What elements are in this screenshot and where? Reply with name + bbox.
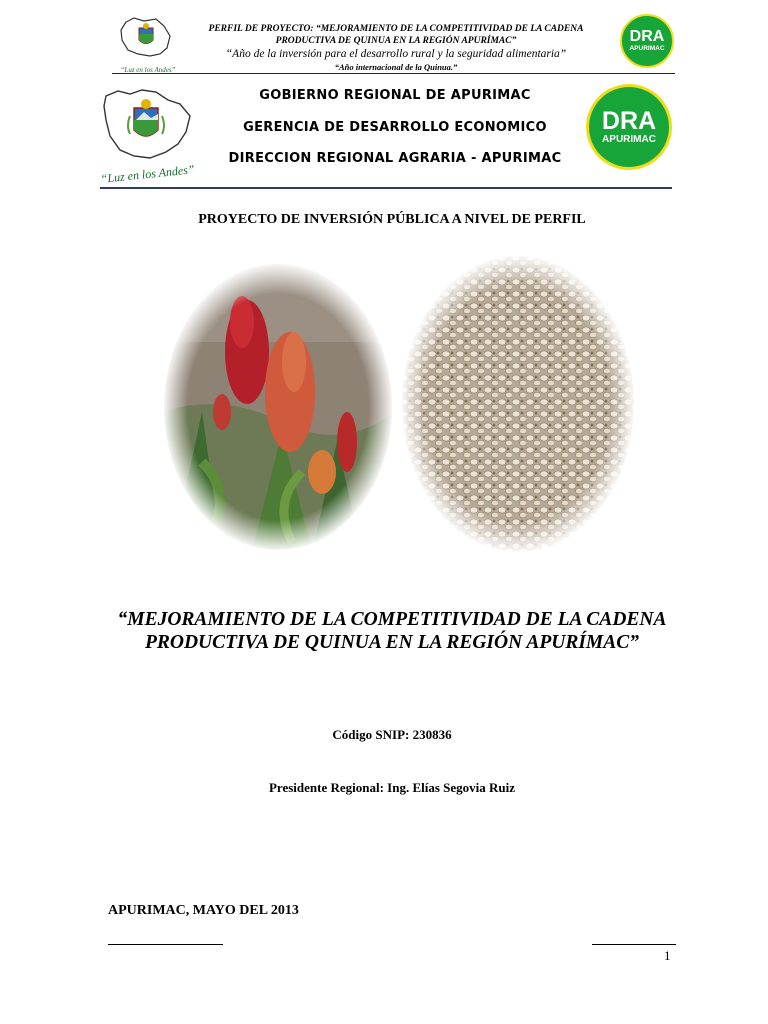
- institution-divider: [100, 187, 672, 189]
- regional-president: Presidente Regional: Ing. Elías Segovia Ruiz: [268, 780, 516, 795]
- project-type-heading: PROYECTO DE INVERSIÓN PÚBLICA A NIVEL DE PERFIL: [198, 212, 586, 227]
- header-quinoa-year: “Año internacional de la Quinua.”: [334, 62, 458, 72]
- dra-badge-text: DRA: [601, 107, 657, 135]
- project-title: “MEJORAMIENTO DE LA COMPETITIVIDAD DE LA CADENA PRODUCTIVA DE QUINUA EN LA REGIÓN APURÍMAC”: [117, 609, 667, 653]
- regional-map-logo: [96, 86, 208, 192]
- institution-government: GOBIERNO REGIONAL DE APURIMAC: [259, 88, 531, 103]
- quinoa-seeds-photo: [400, 254, 636, 554]
- header-divider: [112, 73, 675, 74]
- dra-badge-small-text: DRA: [629, 28, 665, 45]
- dra-badge: [586, 84, 672, 170]
- header-project-line2: PRODUCTIVA DE QUINUA EN LA REGIÓN APURÍMAC”: [275, 36, 517, 46]
- snip-code: Código SNIP: 230836: [332, 727, 452, 742]
- regional-map-logo-small: [112, 14, 184, 76]
- footer-rule-left: [108, 944, 223, 945]
- header-year-motto: “Año de la inversión para el desarrollo rural y la seguridad alimentaria”: [225, 48, 567, 60]
- dra-badge-small-subtext: APURIMAC: [629, 45, 665, 52]
- svg-text:“Luz en los Andes”: “Luz en los Andes”: [120, 66, 176, 74]
- dra-badge-subtext: APURIMAC: [602, 134, 656, 145]
- footer-rule-right: [592, 944, 676, 945]
- institution-management: GERENCIA DE DESARROLLO ECONOMICO: [243, 120, 547, 135]
- header-project-line1: PERFIL DE PROYECTO: “MEJORAMIENTO DE LA COMPETITIVIDAD DE LA CADENA: [208, 24, 584, 34]
- dra-badge-small: [620, 14, 674, 68]
- quinoa-plant-photo: [162, 262, 394, 552]
- svg-text:“Luz en los Andes”: “Luz en los Andes”: [100, 162, 196, 186]
- place-and-date: APURIMAC, MAYO DEL 2013: [108, 903, 299, 918]
- page-number: 1: [664, 948, 671, 963]
- institution-directorate: DIRECCION REGIONAL AGRARIA - APURIMAC: [228, 151, 562, 166]
